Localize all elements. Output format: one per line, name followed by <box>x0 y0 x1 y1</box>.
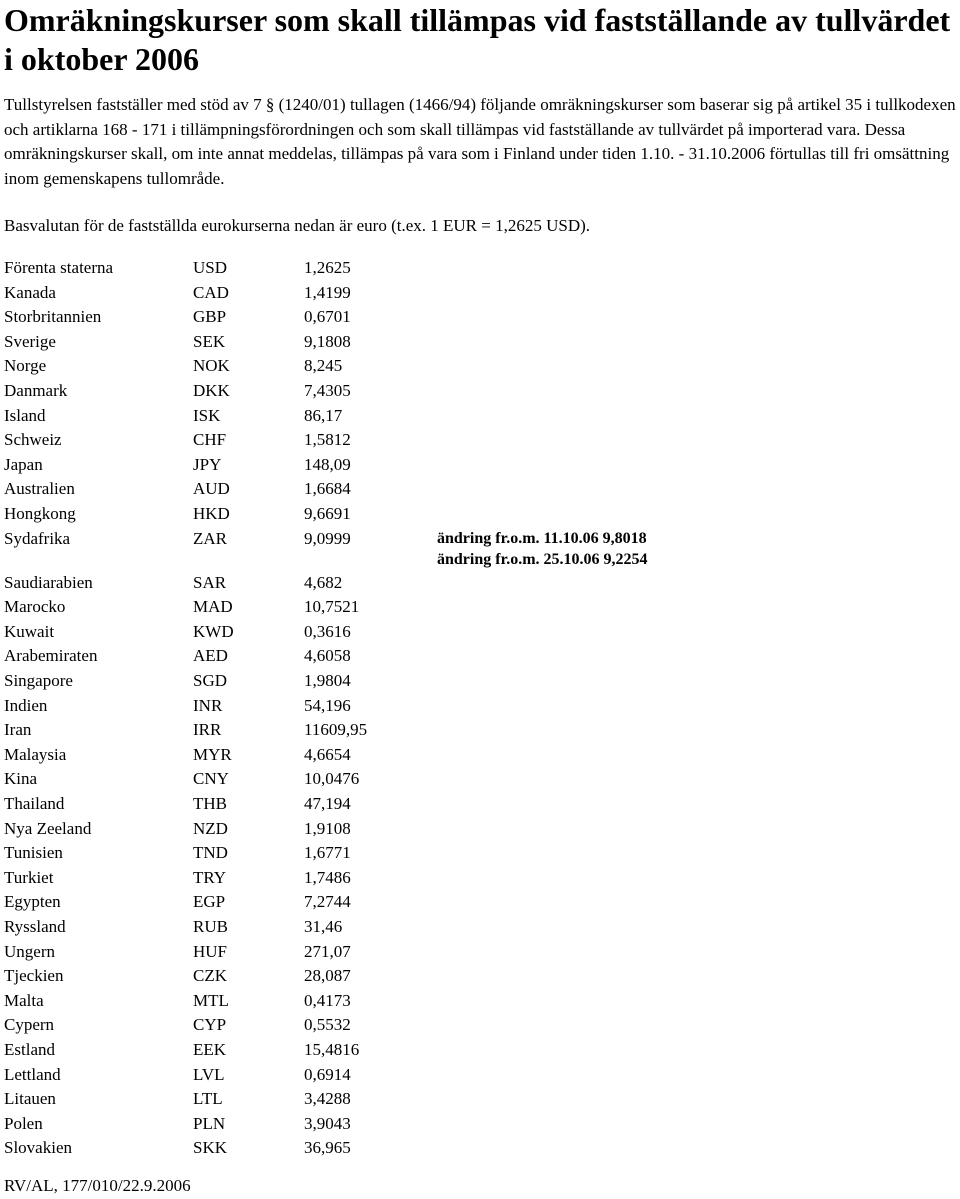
currency-code: USD <box>193 258 228 277</box>
rate-row <box>4 354 956 379</box>
currency-code: JPY <box>193 454 222 474</box>
exchange-rate: 4,6058 <box>304 646 351 666</box>
exchange-rate: 271,07 <box>304 941 351 961</box>
country-name: Arabemiraten <box>4 646 98 666</box>
rate-row <box>4 595 956 620</box>
exchange-rate: 1,9108 <box>304 818 351 838</box>
exchange-rate: 8,245 <box>304 356 343 376</box>
rate-row <box>4 644 956 669</box>
currency-code: PLN <box>193 1113 226 1133</box>
exchange-rate: 7,2744 <box>304 892 351 912</box>
country-name: Kuwait <box>4 621 55 641</box>
country-name: Hongkong <box>4 503 76 523</box>
country-name: Ungern <box>4 941 55 961</box>
exchange-rate: 9,1808 <box>304 331 351 351</box>
country-name: Kanada <box>4 282 56 302</box>
exchange-rate: 9,0999 <box>304 528 351 548</box>
rate-row <box>4 1013 956 1038</box>
exchange-rate: 0,3616 <box>304 621 351 641</box>
currency-code: SKK <box>193 1138 228 1158</box>
rate-row <box>4 694 956 719</box>
country-name: Ryssland <box>4 916 66 936</box>
currency-code: SAR <box>193 572 227 592</box>
currency-code: INR <box>193 695 223 715</box>
country-name: Japan <box>4 454 43 474</box>
rate-row <box>4 404 956 429</box>
country-name: Storbritannien <box>4 307 102 327</box>
intro-paragraph: Tullstyrelsen fastställer med stöd av 7 § (1240/01) tullagen (1466/94) följande omräkningskurser som baserar sig på artikel 35 i tullkodexen och artiklarna 168 - 171 i tillämpningsförordningen och som skall tillämpas vid fastställande av tullvärdet på importerad vara. Dessa omräkningskurser skall, om inte annat meddelas, tillämpas på vara som i Finland under tiden 1.10. - 31.10.2006 förtullas till fri omsättning inom gemenskapens tullområde. <box>4 95 956 188</box>
country-name: Malta <box>4 990 44 1010</box>
country-name: Tjeckien <box>4 966 64 986</box>
country-name: Lettland <box>4 1064 61 1084</box>
rate-row <box>4 940 956 965</box>
currency-code: ISK <box>193 405 221 425</box>
exchange-rate: 1,2625 <box>304 258 351 277</box>
currency-code: HKD <box>193 503 230 523</box>
rate-row <box>4 527 956 568</box>
country-name: Singapore <box>4 671 73 690</box>
country-name: Norge <box>4 356 47 376</box>
rate-row <box>4 502 956 527</box>
exchange-rate: 10,7521 <box>304 597 360 617</box>
country-name: Sverige <box>4 331 56 351</box>
currency-code: NOK <box>193 356 230 376</box>
country-name: Island <box>4 405 46 425</box>
exchange-rate: 1,9804 <box>304 671 351 690</box>
rate-change-note: ändring fr.o.m. 25.10.06 9,2254 <box>437 550 648 568</box>
exchange-rate: 28,087 <box>304 966 351 986</box>
exchange-rate-table <box>4 256 956 1161</box>
country-name: Indien <box>4 695 48 715</box>
exchange-rate: 0,5532 <box>304 1015 351 1035</box>
rate-row <box>4 620 956 645</box>
exchange-rate: 54,196 <box>304 695 351 715</box>
currency-code: CZK <box>193 966 227 986</box>
country-name: Danmark <box>4 380 68 400</box>
rate-row <box>4 817 956 842</box>
rate-row <box>4 1112 956 1137</box>
country-name: Cypern <box>4 1015 55 1035</box>
exchange-rate: 1,6684 <box>304 479 351 499</box>
rate-row <box>4 1063 956 1088</box>
currency-code: LVL <box>193 1064 225 1084</box>
country-name: Förenta staterna <box>4 258 114 277</box>
country-name: Polen <box>4 1113 43 1133</box>
country-name: Egypten <box>4 892 61 912</box>
exchange-rate: 86,17 <box>304 405 343 425</box>
exchange-rate: 3,9043 <box>304 1113 351 1133</box>
exchange-rate: 0,6701 <box>304 307 351 327</box>
country-name: Sydafrika <box>4 528 71 548</box>
exchange-rate: 47,194 <box>304 793 351 813</box>
exchange-rate: 10,0476 <box>304 769 360 789</box>
currency-code: TRY <box>193 867 227 887</box>
exchange-rate: 1,5812 <box>304 430 351 450</box>
currency-code: EEK <box>193 1039 227 1059</box>
currency-code: IRR <box>193 720 222 740</box>
exchange-rate: 9,6691 <box>304 503 351 523</box>
rate-row <box>4 305 956 330</box>
rate-row <box>4 718 956 743</box>
country-name: Slovakien <box>4 1138 72 1158</box>
rate-row <box>4 571 956 596</box>
country-name: Tunisien <box>4 843 63 863</box>
exchange-rate: 7,4305 <box>304 380 351 400</box>
currency-code: MTL <box>193 990 229 1010</box>
country-name: Iran <box>4 720 32 740</box>
rate-row <box>4 989 956 1014</box>
exchange-rate: 1,6771 <box>304 843 351 863</box>
document-page <box>4 0 956 1195</box>
country-name: Australien <box>4 479 75 499</box>
currency-code: NZD <box>193 818 228 838</box>
currency-code: ZAR <box>193 528 227 548</box>
currency-code: RUB <box>193 916 228 936</box>
rate-change-note: ändring fr.o.m. 11.10.06 9,8018 <box>437 529 647 547</box>
rate-row <box>4 890 956 915</box>
document-reference: RV/AL, 177/010/22.9.2006 <box>4 1176 191 1195</box>
currency-code: CYP <box>193 1015 227 1035</box>
exchange-rate: 4,682 <box>304 572 343 592</box>
exchange-rate: 1,4199 <box>304 282 351 302</box>
currency-code: AUD <box>193 479 230 499</box>
currency-code: SGD <box>193 671 228 690</box>
rate-row <box>4 866 956 891</box>
currency-code: TND <box>193 843 228 863</box>
country-name: Thailand <box>4 793 65 813</box>
rate-row <box>4 915 956 940</box>
country-name: Turkiet <box>4 867 54 887</box>
rate-row <box>4 669 956 694</box>
currency-code: EGP <box>193 892 226 912</box>
currency-code: AED <box>193 646 228 666</box>
country-name: Nya Zeeland <box>4 818 92 838</box>
rate-row <box>4 379 956 404</box>
base-currency-note: Basvalutan för de fastställda eurokurserna nedan är euro (t.ex. 1 EUR = 1,2625 USD). <box>4 216 591 235</box>
page-title: Omräkningskurser som skall tillämpas vid fastställande av tullvärdet i oktober 2006 <box>4 2 951 77</box>
exchange-rate: 0,6914 <box>304 1064 351 1084</box>
rate-row <box>4 743 956 768</box>
rate-row <box>4 1087 956 1112</box>
currency-code: GBP <box>193 307 227 327</box>
exchange-rate: 15,4816 <box>304 1039 360 1059</box>
rate-row <box>4 330 956 355</box>
currency-code: HUF <box>193 941 228 961</box>
exchange-rate: 36,965 <box>304 1138 351 1158</box>
currency-code: CHF <box>193 430 227 450</box>
rate-row <box>4 792 956 817</box>
exchange-rate: 0,4173 <box>304 990 351 1010</box>
rate-row <box>4 256 956 281</box>
rate-row <box>4 964 956 989</box>
country-name: Saudiarabien <box>4 572 93 592</box>
currency-code: THB <box>193 793 227 813</box>
currency-code: KWD <box>193 621 234 641</box>
exchange-rate: 4,6654 <box>304 744 351 764</box>
currency-code: DKK <box>193 380 230 400</box>
rate-row <box>4 477 956 502</box>
exchange-rate: 148,09 <box>304 454 351 474</box>
rate-row <box>4 1038 956 1063</box>
currency-code: LTL <box>193 1089 223 1109</box>
exchange-rate: 1,7486 <box>304 867 351 887</box>
rate-row <box>4 1136 956 1161</box>
country-name: Malaysia <box>4 744 67 764</box>
rate-row <box>4 767 956 792</box>
rate-row <box>4 841 956 866</box>
country-name: Marocko <box>4 597 66 617</box>
country-name: Litauen <box>4 1089 56 1109</box>
currency-code: SEK <box>193 331 226 351</box>
currency-code: MAD <box>193 597 233 617</box>
exchange-rate: 11609,95 <box>304 720 368 740</box>
exchange-rate: 31,46 <box>304 916 343 936</box>
currency-code: CNY <box>193 769 229 789</box>
rate-row <box>4 453 956 478</box>
country-name: Estland <box>4 1039 55 1059</box>
country-name: Kina <box>4 769 38 789</box>
currency-code: MYR <box>193 744 232 764</box>
rate-row <box>4 281 956 306</box>
rate-row <box>4 428 956 453</box>
exchange-rate: 3,4288 <box>304 1089 351 1109</box>
currency-code: CAD <box>193 282 229 302</box>
country-name: Schweiz <box>4 430 62 450</box>
